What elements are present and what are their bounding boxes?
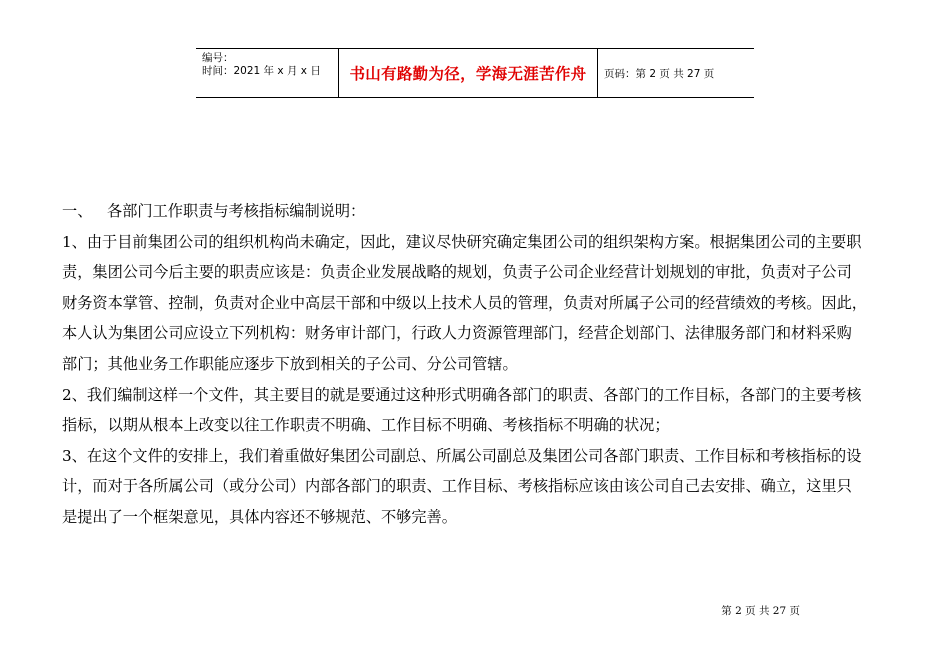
document-date-label: 时间：2021 年 x 月 x 日 — [202, 65, 321, 77]
paragraph-line: 是提出了一个框架意见，具体内容还不够规范、不够完善。 — [62, 507, 457, 526]
paragraph-line: 计，而对于各所属公司（或分公司）内部各部门的职责、工作目标、考核指标应该由该公司自己去安排、确立，这里只 — [62, 477, 852, 496]
paragraph-1 — [62, 227, 904, 380]
document-number-label: 编号： — [202, 52, 234, 64]
section-number: 一、 — [62, 202, 93, 220]
paragraph-line: 本人认为集团公司应设立下列机构：财务审计部门，行政人力资源管理部门，经营企划部门、法律服务部门和材料采购 — [62, 324, 852, 343]
paragraph-line: 责，集团公司今后主要的职责应该是：负责企业发展战略的规划，负责子公司企业经营计划规划的审批，负责对子公司 — [62, 263, 852, 282]
header-page-number: 页码：第 2 页 共 27 页 — [604, 67, 715, 80]
paragraph-line: 指标，以期从根本上改变以往工作职责不明确、工作目标不明确、考核指标不明确的状况； — [62, 416, 670, 435]
header-motto: 书山有路勤为径，学海无涯苦作舟 — [338, 49, 598, 97]
header-table — [196, 48, 754, 98]
paragraph-2 — [62, 380, 904, 441]
paragraph-line: 1、由于目前集团公司的组织机构尚未确定，因此，建议尽快研究确定集团公司的组织架构方案。根据集团公司的主要职 — [62, 232, 862, 251]
document-body — [62, 196, 904, 533]
header-left-cell — [196, 49, 338, 97]
section-heading — [62, 196, 904, 227]
page-footer: 第 2 页 共 27 页 — [721, 605, 800, 617]
paragraph-3 — [62, 441, 904, 533]
paragraph-line: 部门；其他业务工作职能应逐步下放到相关的子公司、分公司管辖。 — [62, 354, 518, 373]
paragraph-line: 3、在这个文件的安排上，我们着重做好集团公司副总、所属公司副总及集团公司各部门职责、工作目标和考核指标的设 — [62, 446, 862, 465]
paragraph-line: 财务资本掌管、控制，负责对企业中高层干部和中级以上技术人员的管理，负责对所属子公司的经营绩效的考核。因此， — [62, 293, 867, 312]
paragraph-line: 2、我们编制这样一个文件，其主要目的就是要通过这种形式明确各部门的职责、各部门的工作目标，各部门的主要考核 — [62, 385, 862, 404]
section-title: 各部门工作职责与考核指标编制说明： — [107, 202, 366, 220]
